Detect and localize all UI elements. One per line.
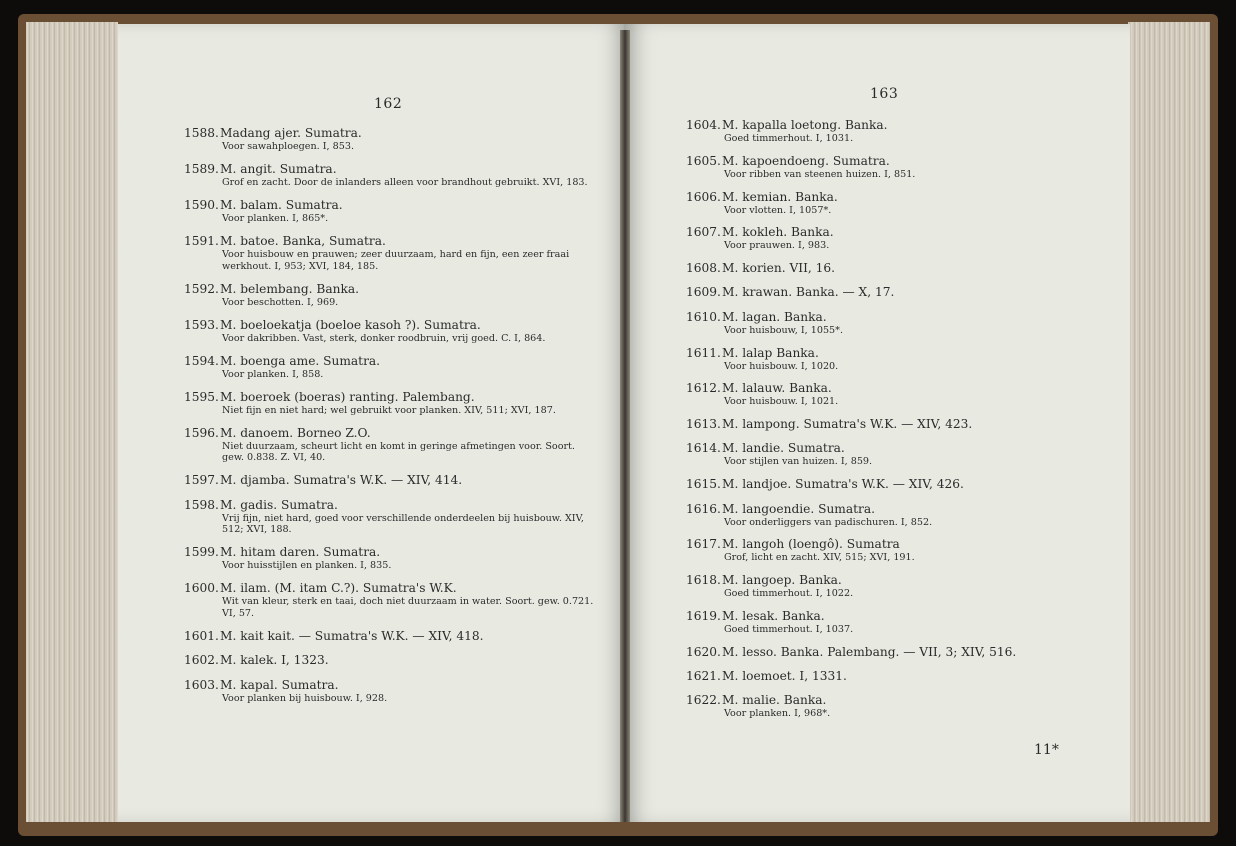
entry-number: 1601. (184, 628, 219, 643)
entry (184, 318, 594, 345)
entry (184, 545, 594, 572)
entry-description: Grof en zacht. Door de inlanders alleen voor brandhout gebruikt. XVI, 183. (222, 177, 588, 188)
entry-description: Wit van kleur, sterk en taai, doch niet duurzaam in water. Soort. gew. 0.721. VI, 57. (222, 596, 594, 619)
entry (686, 669, 1086, 684)
entry-list (184, 126, 594, 714)
entry-heading (184, 678, 594, 693)
entry-heading (184, 318, 594, 333)
entry-heading (686, 118, 1086, 133)
entry-number: 1604. (686, 118, 721, 132)
entry-heading (184, 653, 594, 668)
entry-description: Voor huisbouw. I, 1021. (724, 396, 839, 408)
entry-number: 1616. (686, 501, 721, 516)
entry-number: 1588. (184, 126, 219, 140)
entry-heading (686, 310, 1086, 325)
entry (184, 354, 594, 381)
entry-number: 1621. (686, 669, 721, 684)
entry (184, 473, 594, 488)
entry-title: M. lagan. Banka. (722, 309, 827, 324)
entry-number: 1609. (686, 285, 721, 300)
entry-description: Goed timmerhout. I, 1031. (724, 133, 854, 144)
entry (686, 381, 1086, 408)
page-number: 163 (870, 86, 899, 102)
entry (184, 234, 594, 272)
entry-heading (686, 537, 1086, 552)
entry-description: Niet fijn en niet hard; wel gebruikt voor planken. XIV, 511; XVI, 187. (222, 404, 556, 416)
entry (686, 225, 1086, 252)
entry (686, 310, 1086, 337)
entry-title: M. kapal. Sumatra. (220, 677, 339, 692)
entry-description: Voor planken. I, 968*. (724, 708, 831, 720)
entry-heading (184, 198, 594, 213)
entry-number: 1614. (686, 441, 721, 456)
entry (686, 502, 1086, 529)
entry-title: M. kemian. Banka. (722, 189, 838, 204)
left-page (118, 24, 628, 822)
entry-heading (686, 441, 1086, 456)
entry-number: 1589. (184, 162, 219, 176)
entry (184, 581, 594, 619)
entry-title: M. danoem. Borneo Z.O. (220, 425, 371, 440)
entry-title: M. langoep. Banka. (722, 573, 842, 588)
entry-heading (686, 417, 1086, 432)
entry-heading (686, 477, 1086, 492)
entry-description: Voor planken. I, 858. (222, 368, 324, 380)
entry-title: M. krawan. Banka. — X, 17. (722, 285, 895, 300)
entry-heading (686, 285, 1086, 300)
entry-title: M. lalap Banka. (722, 345, 819, 360)
entry-number: 1610. (686, 309, 721, 324)
entry (686, 261, 1086, 276)
entry-number: 1607. (686, 225, 721, 240)
entry-heading (686, 154, 1086, 169)
entry-title: M. lesak. Banka. (722, 608, 825, 623)
entry-title: M. angit. Sumatra. (220, 162, 337, 176)
entry (686, 118, 1086, 145)
entry-number: 1591. (184, 234, 219, 248)
entry-description: Voor huisbouw. I, 1020. (724, 360, 839, 372)
entry-description: Voor beschotten. I, 969. (222, 296, 339, 308)
entry-number: 1603. (184, 677, 219, 692)
entry-number: 1595. (184, 389, 219, 404)
entry-title: M. kait kait. — Sumatra's W.K. — XIV, 418. (220, 628, 484, 643)
entry-heading (686, 502, 1086, 517)
entry-heading (686, 225, 1086, 240)
entry-heading (686, 190, 1086, 205)
entry-heading (184, 426, 594, 441)
entry-heading (184, 162, 594, 177)
entry-heading (686, 261, 1086, 276)
entry (686, 346, 1086, 373)
entry-number: 1596. (184, 425, 219, 440)
entry (686, 645, 1086, 660)
entry-number: 1605. (686, 153, 721, 168)
entry (184, 678, 594, 705)
entry-heading (184, 234, 594, 249)
entry-title: M. boeloekatja (boeloe kasoh ?). Sumatra. (220, 317, 481, 332)
entry-number: 1620. (686, 644, 721, 659)
entry-description: Voor onderliggers van padischuren. I, 852. (724, 516, 933, 528)
page-edges-right (1128, 22, 1210, 822)
entry-description: Voor planken. I, 865*. (222, 213, 329, 224)
entry-title: M. lalauw. Banka. (722, 381, 832, 396)
entry-heading (686, 346, 1086, 361)
entry-title: M. loemoet. I, 1331. (722, 669, 847, 684)
entry-title: M. boeroek (boeras) ranting. Palembang. (220, 389, 475, 404)
entry-description: Voor sawahploegen. I, 853. (222, 141, 354, 152)
entry-number: 1597. (184, 473, 219, 487)
entry-description: Voor vlotten. I, 1057*. (724, 204, 832, 216)
entry-title: M. langoendie. Sumatra. (722, 501, 875, 516)
entry-title: M. kapoendoeng. Sumatra. (722, 153, 890, 168)
right-page (624, 24, 1130, 822)
page-edges-left (26, 22, 118, 822)
entry-heading (686, 381, 1086, 396)
entry-description: Grof, licht en zacht. XIV, 515; XVI, 191. (724, 552, 915, 564)
entry (184, 126, 594, 153)
signature-mark: 11* (1034, 742, 1059, 758)
entry-title: M. boenga ame. Sumatra. (220, 353, 381, 368)
entry-description: Goed timmerhout. I, 1022. (724, 588, 854, 600)
entry-heading (184, 473, 594, 488)
entry-number: 1592. (184, 281, 219, 296)
entry-description: Voor dakribben. Vast, sterk, donker roodbruin, vrij goed. C. I, 864. (222, 332, 546, 344)
entry-description: Voor huisbouw, I, 1055*. (724, 324, 844, 336)
entry-number: 1608. (686, 261, 721, 276)
entry-title: M. kapalla loetong. Banka. (722, 118, 888, 132)
entry-title: M. lesso. Banka. Palembang. — VII, 3; XIV, 516. (722, 644, 1017, 659)
entry (686, 693, 1086, 720)
entry-heading (184, 545, 594, 560)
entry-number: 1615. (686, 477, 721, 492)
entry-title: M. balam. Sumatra. (220, 198, 343, 212)
entry (184, 629, 594, 644)
entry-title: M. langoh (loengô). Sumatra (722, 537, 900, 552)
entry-title: M. landie. Sumatra. (722, 441, 845, 456)
entry-number: 1598. (184, 497, 219, 512)
entry-heading (184, 126, 594, 141)
entry-description: Voor prauwen. I, 983. (724, 240, 830, 252)
entry (184, 390, 594, 417)
entry-number: 1617. (686, 537, 721, 552)
entry-description: Goed timmerhout. I, 1037. (724, 623, 854, 635)
entry-title: M. korien. VII, 16. (722, 261, 836, 276)
entry (686, 609, 1086, 636)
entry-number: 1619. (686, 608, 721, 623)
entry-title: M. hitam daren. Sumatra. (220, 545, 381, 559)
entry-description: Vrij fijn, niet hard, goed voor verschillende onderdeelen bij huisbouw. XIV, 512; XVI, 188. (222, 512, 584, 535)
entry-description: Voor huisstijlen en planken. I, 835. (222, 560, 392, 571)
entry-title: M. djamba. Sumatra's W.K. — XIV, 414. (220, 473, 463, 487)
entry (184, 282, 594, 309)
entry-description: Voor stijlen van huizen. I, 859. (724, 456, 873, 468)
entry-title: M. gadis. Sumatra. (220, 497, 338, 512)
entry-heading (686, 573, 1086, 588)
entry-number: 1612. (686, 381, 721, 396)
page-number: 162 (374, 96, 403, 112)
entry (686, 190, 1086, 217)
entry-description: Voor planken bij huisbouw. I, 928. (222, 692, 388, 704)
entry (686, 477, 1086, 492)
entry (184, 498, 594, 536)
entry (184, 162, 594, 189)
entry-title: M. lampong. Sumatra's W.K. — XIV, 423. (722, 417, 973, 432)
entry-heading (184, 390, 594, 405)
entry-title: M. ilam. (M. itam C.?). Sumatra's W.K. (220, 581, 457, 595)
entry (686, 537, 1086, 564)
entry (686, 417, 1086, 432)
entry-title: Madang ajer. Sumatra. (220, 126, 362, 140)
entry-heading (686, 693, 1086, 708)
entry (184, 198, 594, 225)
entry-heading (686, 609, 1086, 624)
entry-description: Voor ribben van steenen huizen. I, 851. (724, 168, 916, 180)
entry (184, 426, 594, 464)
entry-title: M. kalek. I, 1323. (220, 653, 329, 667)
entry-heading (686, 645, 1086, 660)
entry (686, 154, 1086, 181)
entry-number: 1599. (184, 545, 219, 559)
entry-title: M. kokleh. Banka. (722, 225, 834, 240)
book-gutter (620, 30, 630, 822)
entry-description: Voor huisbouw en prauwen; zeer duurzaam, hard en fijn, een zeer fraai werkhout. I, 953; XVI, 184, 185. (222, 249, 570, 272)
entry-number: 1594. (184, 353, 219, 368)
entry-description: Niet duurzaam, scheurt licht en komt in geringe afmetingen voor. Soort. gew. 0.838. Z. VI, 40. (222, 440, 575, 463)
entry (184, 653, 594, 668)
entry-heading (184, 629, 594, 644)
entry-number: 1602. (184, 653, 219, 667)
entry-number: 1590. (184, 198, 219, 212)
entry-heading (184, 354, 594, 369)
entry-number: 1593. (184, 317, 219, 332)
entry (686, 573, 1086, 600)
entry-heading (184, 282, 594, 297)
entry-number: 1613. (686, 417, 721, 432)
entry-heading (184, 498, 594, 513)
entry-heading (184, 581, 594, 596)
entry-number: 1622. (686, 693, 721, 708)
entry-heading (686, 669, 1086, 684)
entry-number: 1618. (686, 573, 721, 588)
entry-list (686, 118, 1086, 729)
entry-number: 1600. (184, 581, 219, 595)
entry-title: M. batoe. Banka, Sumatra. (220, 234, 386, 248)
entry-number: 1611. (686, 345, 721, 360)
entry-number: 1606. (686, 189, 721, 204)
entry-title: M. landjoe. Sumatra's W.K. — XIV, 426. (722, 477, 964, 492)
entry-title: M. belembang. Banka. (220, 281, 359, 296)
entry (686, 285, 1086, 300)
entry (686, 441, 1086, 468)
entry-title: M. malie. Banka. (722, 693, 827, 708)
